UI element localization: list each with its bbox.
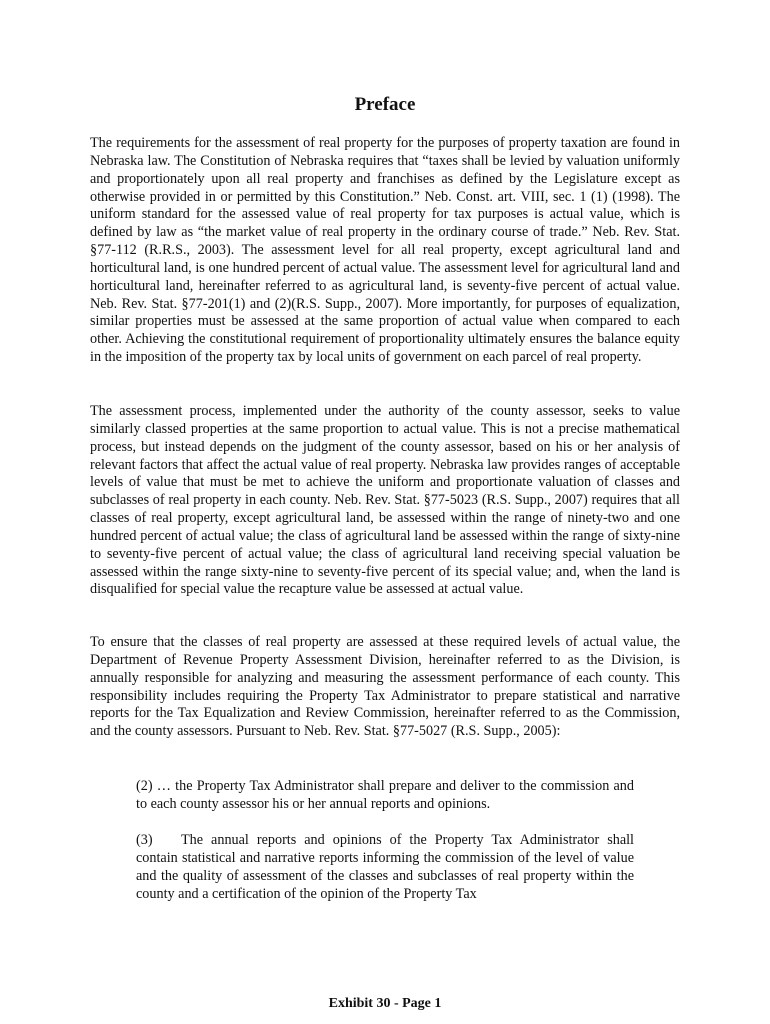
paragraph-assessment-process: The assessment process, implemented under the authority of the county assessor, seeks to value similarly classed properties at the same proportion to actual value. This is not a precise mathematical process, but instead depends on the judgment of the county assessor, based on his or her analysis of relevant factors that affect the actual value of real property. Nebraska law provides ranges of acceptable levels of value that must be met to achieve the uniform and proportionate valuation of classes and subclasses of real property in each county. Neb. Rev. Stat. §77-5023 (R.S. Supp., 2007) requires that all classes of real property, except agricultural land, be assessed within the range of ninety-two and one hundred percent of actual value; the class of agricultural land be assessed within the range of sixty-nine to seventy-five percent of actual value; the class of agricultural land receiving special valuation be assessed within the range sixty-nine to seventy-five percent of its special value; and, when the land is disqualified for special value the recapture value be assessed at actual value. xyxy=(90,403,680,598)
page-title: Preface xyxy=(354,94,416,115)
paragraph-requirements: The requirements for the assessment of real property for the purposes of property taxation are found in Nebraska law. The Constitution of Nebraska requires that “taxes shall be levied by valuation uniformly and proportionately upon all real property and franchises as defined by the Legislature except as otherwise provided in or permitted by this Constitution.” Neb. Const. art. VIII, sec. 1 (1) (1998). The uniform standard for the assessed value of real property for tax purposes is actual value, which is defined by law as “the market value of real property in the ordinary course of trade.” Neb. Rev. Stat. §77-112 (R.R.S., 2003). The assessment level for all real property, except agricultural land and horticultural land, is one hundred percent of actual value. The assessment level for agricultural land and horticultural land, hereinafter referred to as agricultural land, is seventy-five percent of actual value. Neb. Rev. Stat. §77-201(1) and (2)(R.S. Supp., 2007). More importantly, for purposes of equalization, similar properties must be assessed at the same proportion of actual value when compared to each other. Achieving the constitutional requirement of proportionality ultimately ensures the balance equity in the imposition of the property tax by local units of government on each parcel of real property. xyxy=(90,135,680,366)
paragraph-equalization-duty: To ensure that the classes of real property are assessed at these required levels of actual value, the Department of Revenue Property Assessment Division, hereinafter referred to as the Division, is annually responsible for analyzing and measuring the assessment performance of each county. This responsibility includes requiring the Property Tax Administrator to prepare statistical and narrative reports for the Tax Equalization and Review Commission, hereinafter referred to as the Commission, and the county assessors. Pursuant to Neb. Rev. Stat. §77-5027 (R.S. Supp., 2005): xyxy=(90,634,680,740)
page-footer: Exhibit 30 - Page 1 xyxy=(328,996,442,1011)
statute-quote-3 xyxy=(136,832,634,903)
quote-number: (3) xyxy=(136,832,153,848)
quote-text: The annual reports and opinions of the Property Tax Administrator shall contain statistical and narrative reports informing the commission of the level of value and the quality of assessment of the classes and subclasses of real property within the county and a certification of the opinion of the Property Tax xyxy=(136,832,634,902)
statute-quote-2: (2) … the Property Tax Administrator shall prepare and deliver to the commission and to each county assessor his or her annual reports and opinions. xyxy=(136,778,634,812)
